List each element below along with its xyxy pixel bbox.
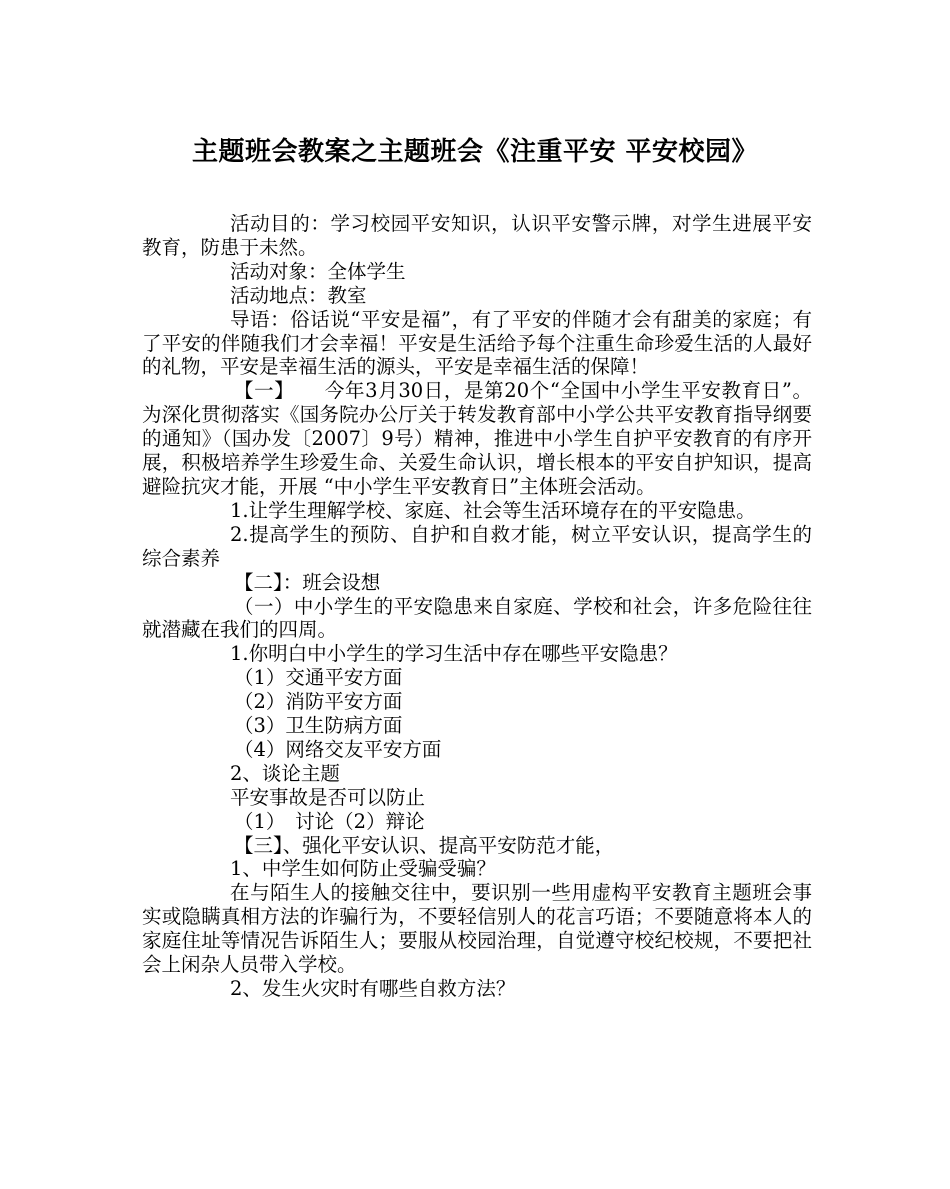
- list-item-traffic: （1）交通平安方面: [234, 666, 403, 690]
- paragraph-location: 活动地点：教室: [230, 283, 367, 307]
- list-item-fire: （2）消防平安方面: [234, 690, 403, 714]
- paragraph-question-fraud: 1、中学生如何防止受骗受骗？: [230, 857, 496, 881]
- paragraph-discussion-topic: 2、谈论主题: [230, 761, 340, 785]
- paragraph-discuss-debate: （1） 讨论（2）辩论: [234, 809, 425, 833]
- paragraph-question-fire: 2、发生火灾时有哪些自救方法？: [230, 977, 516, 1000]
- paragraph-topic-question: 平安事故是否可以防止: [230, 785, 426, 809]
- paragraph-goal-1: 1.让学生理解学校、家庭、社会等生活环境存在的平安隐患。: [230, 498, 756, 522]
- list-item-health: （3）卫生防病方面: [234, 714, 403, 738]
- document-title: 主题班会教案之主题班会《注重平安 平安校园》: [191, 137, 759, 167]
- paragraph-hazards: （一）中小学生的平安隐患来自家庭、学校和社会，许多危险往往就潜藏在我们的四周。: [142, 594, 812, 642]
- paragraph-section-three: 【三】、强化平安认识、提高平安防范才能，: [234, 833, 615, 857]
- document-body: [142, 212, 812, 1001]
- paragraph-question-1: 1.你明白中小学生的学习生活中存在哪些平安隐患？: [230, 642, 678, 666]
- list-item-network: （4）网络交友平安方面: [234, 737, 442, 761]
- paragraph-intro: 导语：俗话说“平安是福”，有了平安的伴随才会有甜美的家庭；有了平安的伴随我们才会幸福！平安是生活给予每个注重生命珍爱生活的人最好的礼物，平安是幸福生活的源头，平安是幸福生活的保障！: [142, 307, 812, 379]
- paragraph-section-one: 【一】 今年3月30日，是第20个“全国中小学生平安教育日”。为深化贯彻落实《国务院办公厅关于转发教育部中小学公共平安教育指导纲要的通知》（国办发〔2007〕9号）精神，推进中小学生自护平安教育的有序开展，积极培养学生珍爱生命、关爱生命认识，增长根本的平安自护知识，提高避险抗灾才能，开展 “中小学生平安教育日”主体班会活动。: [142, 379, 812, 498]
- paragraph-goal-2: 2.提高学生的预防、自护和自救才能，树立平安认识，提高学生的综合素养: [142, 522, 812, 570]
- paragraph-fraud-advice: 在与陌生人的接触交往中，要识别一些用虚构平安教育主题班会事实或隐瞒真相方法的诈骗行为，不要轻信别人的花言巧语；不要随意将本人的家庭住址等情况告诉陌生人；要服从校园治理，自觉遵守校纪校规，不要把社会上闲杂人员带入学校。: [142, 881, 812, 977]
- paragraph-audience: 活动对象：全体学生: [230, 259, 406, 283]
- paragraph-purpose: 活动目的：学习校园平安知识，认识平安警示牌，对学生进展平安教育，防患于未然。: [142, 212, 812, 259]
- paragraph-section-two: 【二】：班会设想: [234, 570, 381, 594]
